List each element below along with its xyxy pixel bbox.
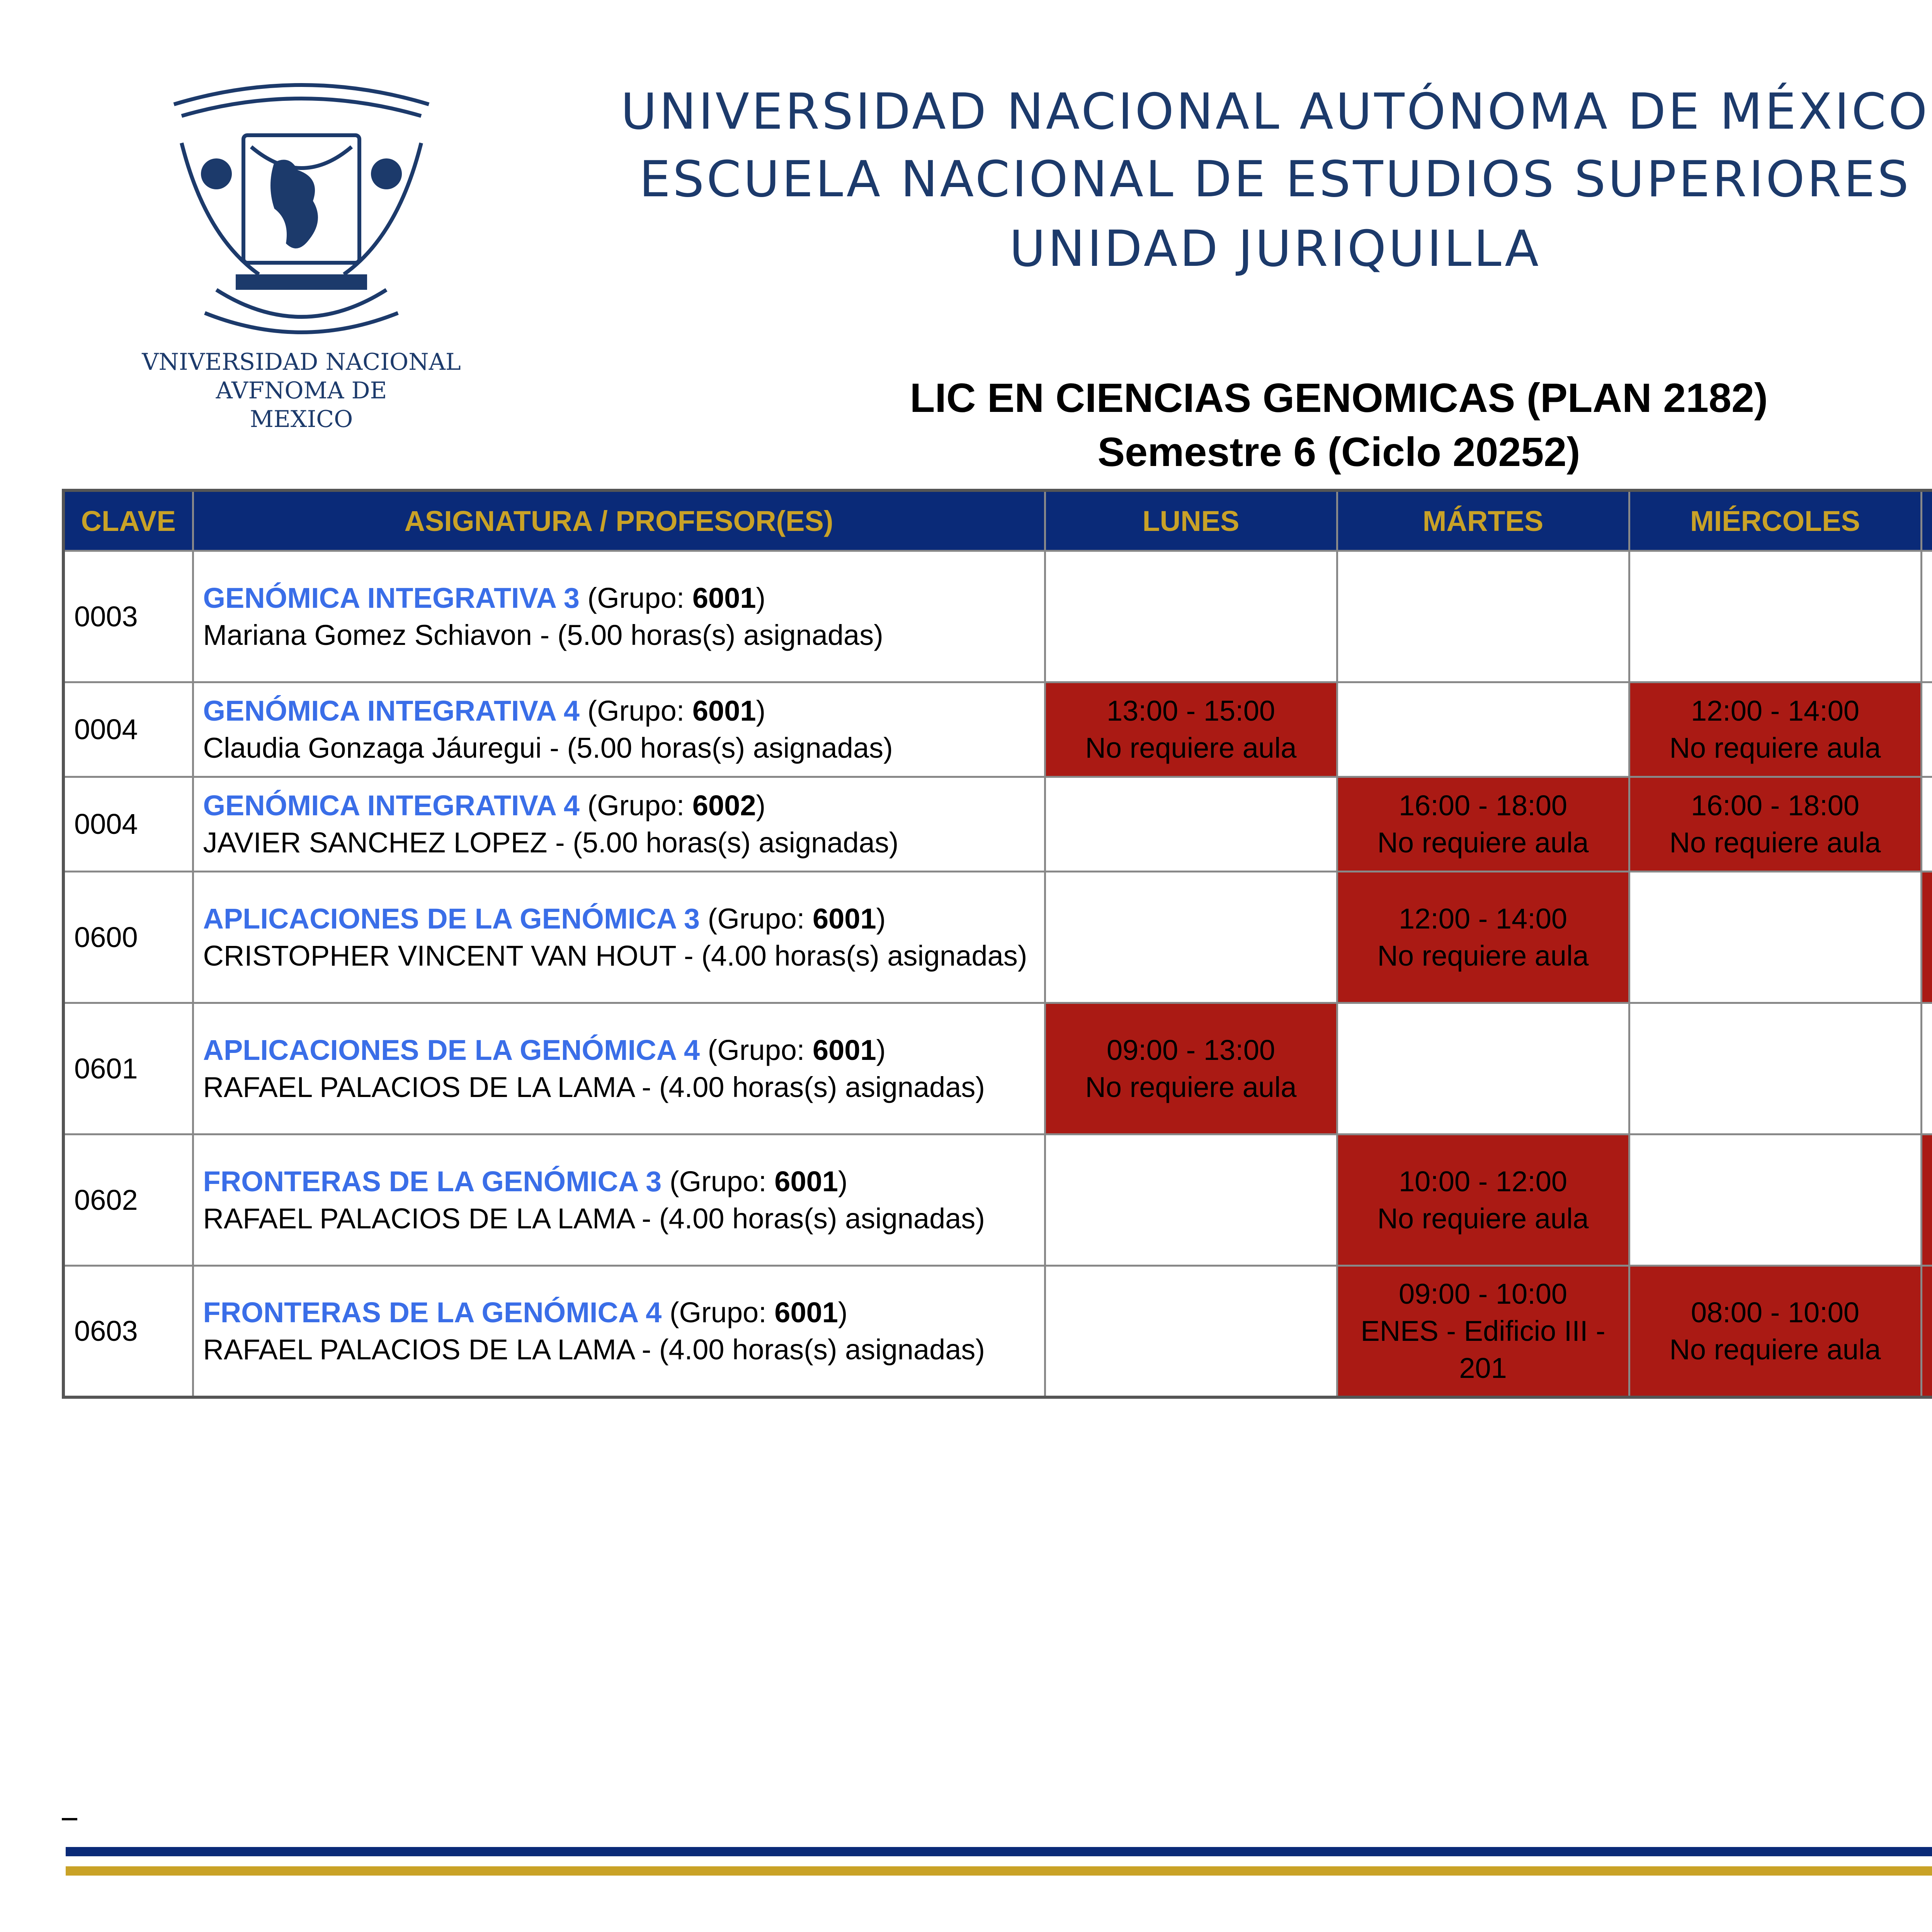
slot-jueves <box>1921 1266 1932 1397</box>
slot-jueves <box>1921 872 1932 1003</box>
professor-text: RAFAEL PALACIOS DE LA LAMA - (4.00 horas(s) asignadas) <box>203 1071 985 1103</box>
slot-time: 09:00 - 10:00 <box>1398 1277 1568 1310</box>
slot-miercoles <box>1629 551 1921 682</box>
table-row <box>63 777 1932 872</box>
slot-lunes <box>1045 551 1337 682</box>
caption-line: AVFNOMA DE <box>216 377 387 404</box>
clave-cell: 0004 <box>63 777 193 872</box>
group-label: (Grupo: <box>587 582 692 614</box>
slot-martes <box>1337 551 1629 682</box>
group-close: ) <box>876 902 886 935</box>
slot-room: ENES - Edificio III - 201 <box>1361 1315 1605 1384</box>
professor-text: CRISTOPHER VINCENT VAN HOUT - (4.00 horas(s) asignadas) <box>203 939 1027 972</box>
group-number: 6001 <box>692 695 756 727</box>
subject-cell <box>193 1003 1045 1134</box>
slot-martes <box>1337 872 1629 1003</box>
group-close: ) <box>838 1296 848 1328</box>
slot-miercoles <box>1629 682 1921 777</box>
professor-text: Claudia Gonzaga Jáuregui - (5.00 horas(s) asignadas) <box>203 732 893 764</box>
group-label: (Grupo: <box>587 789 692 821</box>
slot-room: No requiere aula <box>1669 1333 1881 1366</box>
table-header-row <box>63 490 1932 551</box>
group-label: (Grupo: <box>587 695 692 727</box>
institution-name-line1: UNIVERSIDAD NACIONAL AUTÓNOMA DE MÉXICO <box>621 83 1930 141</box>
schedule-table <box>62 489 1932 1399</box>
footer-gold-bar <box>66 1866 1932 1876</box>
slot-time: 09:00 - 13:00 <box>1106 1034 1276 1066</box>
slot-time: 16:00 - 18:00 <box>1398 789 1568 821</box>
slot-lunes <box>1045 682 1337 777</box>
subject-name: APLICACIONES DE LA GENÓMICA 3 <box>203 902 700 935</box>
subject-name: FRONTERAS DE LA GENÓMICA 4 <box>203 1296 662 1328</box>
group-close: ) <box>756 789 766 821</box>
table-row <box>63 682 1932 777</box>
subject-cell <box>193 1266 1045 1397</box>
header-lunes: LUNES <box>1045 490 1337 551</box>
subject-cell <box>193 872 1045 1003</box>
slot-time: 12:00 - 14:00 <box>1398 902 1568 935</box>
slot-lunes <box>1045 872 1337 1003</box>
slot-time: 10:00 - 12:00 <box>1398 1165 1568 1197</box>
subject-cell <box>193 551 1045 682</box>
header-clave: CLAVE <box>63 490 193 551</box>
subject-name: GENÓMICA INTEGRATIVA 4 <box>203 695 580 727</box>
clave-cell: 0600 <box>63 872 193 1003</box>
slot-jueves <box>1921 777 1932 872</box>
slot-room: No requiere aula <box>1085 732 1297 764</box>
header-asignatura: ASIGNATURA / PROFESOR(ES) <box>193 490 1045 551</box>
subject-name: GENÓMICA INTEGRATIVA 3 <box>203 582 580 614</box>
group-close: ) <box>756 582 766 614</box>
group-close: ) <box>756 695 766 727</box>
slot-miercoles <box>1629 1134 1921 1266</box>
table-row <box>63 872 1932 1003</box>
group-label: (Grupo: <box>707 1034 813 1066</box>
slot-jueves <box>1921 682 1932 777</box>
header-martes: MÁRTES <box>1337 490 1629 551</box>
subject-name: FRONTERAS DE LA GENÓMICA 3 <box>203 1165 662 1197</box>
slot-miercoles <box>1629 1266 1921 1397</box>
slot-miercoles <box>1629 777 1921 872</box>
slot-jueves <box>1921 1134 1932 1266</box>
professor-text: RAFAEL PALACIOS DE LA LAMA - (4.00 horas(s) asignadas) <box>203 1202 985 1235</box>
professor-text: RAFAEL PALACIOS DE LA LAMA - (4.00 horas(s) asignadas) <box>203 1333 985 1366</box>
semester-title: Semestre 6 (Ciclo 20252) <box>1097 429 1580 475</box>
program-title: LIC EN CIENCIAS GENOMICAS (PLAN 2182) <box>910 375 1768 421</box>
subject-name: APLICACIONES DE LA GENÓMICA 4 <box>203 1034 700 1066</box>
slot-jueves <box>1921 551 1932 682</box>
footer-blue-bar <box>66 1847 1932 1856</box>
clave-cell: 0603 <box>63 1266 193 1397</box>
group-number: 6002 <box>692 789 756 821</box>
slot-time: 08:00 - 10:00 <box>1690 1296 1860 1328</box>
group-number: 6001 <box>774 1165 838 1197</box>
clave-cell: 0003 <box>63 551 193 682</box>
table-row <box>63 1266 1932 1397</box>
group-close: ) <box>838 1165 848 1197</box>
subject-cell <box>193 777 1045 872</box>
caption-line: VNIVERSIDAD NACIONAL <box>142 349 461 376</box>
footer-dash <box>62 1818 77 1820</box>
clave-cell: 0602 <box>63 1134 193 1266</box>
header-jueves <box>1921 490 1932 551</box>
professor-text: Mariana Gomez Schiavon - (5.00 horas(s) asignadas) <box>203 619 883 651</box>
clave-cell: 0004 <box>63 682 193 777</box>
slot-miercoles <box>1629 1003 1921 1134</box>
slot-jueves <box>1921 1003 1932 1134</box>
slot-lunes <box>1045 1266 1337 1397</box>
slot-martes <box>1337 682 1629 777</box>
clave-cell: 0601 <box>63 1003 193 1134</box>
slot-room: No requiere aula <box>1669 827 1881 859</box>
slot-martes <box>1337 1003 1629 1134</box>
slot-time: 13:00 - 15:00 <box>1106 695 1276 727</box>
slot-room: No requiere aula <box>1085 1071 1297 1103</box>
slot-martes <box>1337 1266 1629 1397</box>
table-row <box>63 1134 1932 1266</box>
subject-cell <box>193 682 1045 777</box>
slot-martes <box>1337 777 1629 872</box>
institution-name-line3: UNIDAD JURIQUILLA <box>1009 220 1541 278</box>
slot-time: 12:00 - 14:00 <box>1690 695 1860 727</box>
group-number: 6001 <box>813 902 876 935</box>
slot-room: No requiere aula <box>1377 939 1589 972</box>
group-number: 6001 <box>813 1034 876 1066</box>
left-logo-caption <box>139 348 464 434</box>
group-close: ) <box>876 1034 886 1066</box>
professor-text: JAVIER SANCHEZ LOPEZ - (5.00 horas(s) asignadas) <box>203 827 899 859</box>
slot-room: No requiere aula <box>1669 732 1881 764</box>
caption-line: MEXICO <box>250 406 353 433</box>
slot-lunes <box>1045 1134 1337 1266</box>
institution-name-line2: ESCUELA NACIONAL DE ESTUDIOS SUPERIORES <box>639 151 1911 208</box>
slot-miercoles <box>1629 872 1921 1003</box>
group-number: 6001 <box>774 1296 838 1328</box>
slot-time: 16:00 - 18:00 <box>1690 789 1860 821</box>
slot-lunes <box>1045 777 1337 872</box>
group-label: (Grupo: <box>669 1165 775 1197</box>
subject-name: GENÓMICA INTEGRATIVA 4 <box>203 789 580 821</box>
group-label: (Grupo: <box>669 1296 775 1328</box>
table-row <box>63 1003 1932 1134</box>
slot-lunes <box>1045 1003 1337 1134</box>
group-label: (Grupo: <box>707 902 813 935</box>
slot-room: No requiere aula <box>1377 1202 1589 1235</box>
table-row <box>63 551 1932 682</box>
slot-martes <box>1337 1134 1629 1266</box>
group-number: 6001 <box>692 582 756 614</box>
unam-crest-logo <box>158 73 444 355</box>
header-miercoles: MIÉRCOLES <box>1629 490 1921 551</box>
subject-cell <box>193 1134 1045 1266</box>
slot-room: No requiere aula <box>1377 827 1589 859</box>
